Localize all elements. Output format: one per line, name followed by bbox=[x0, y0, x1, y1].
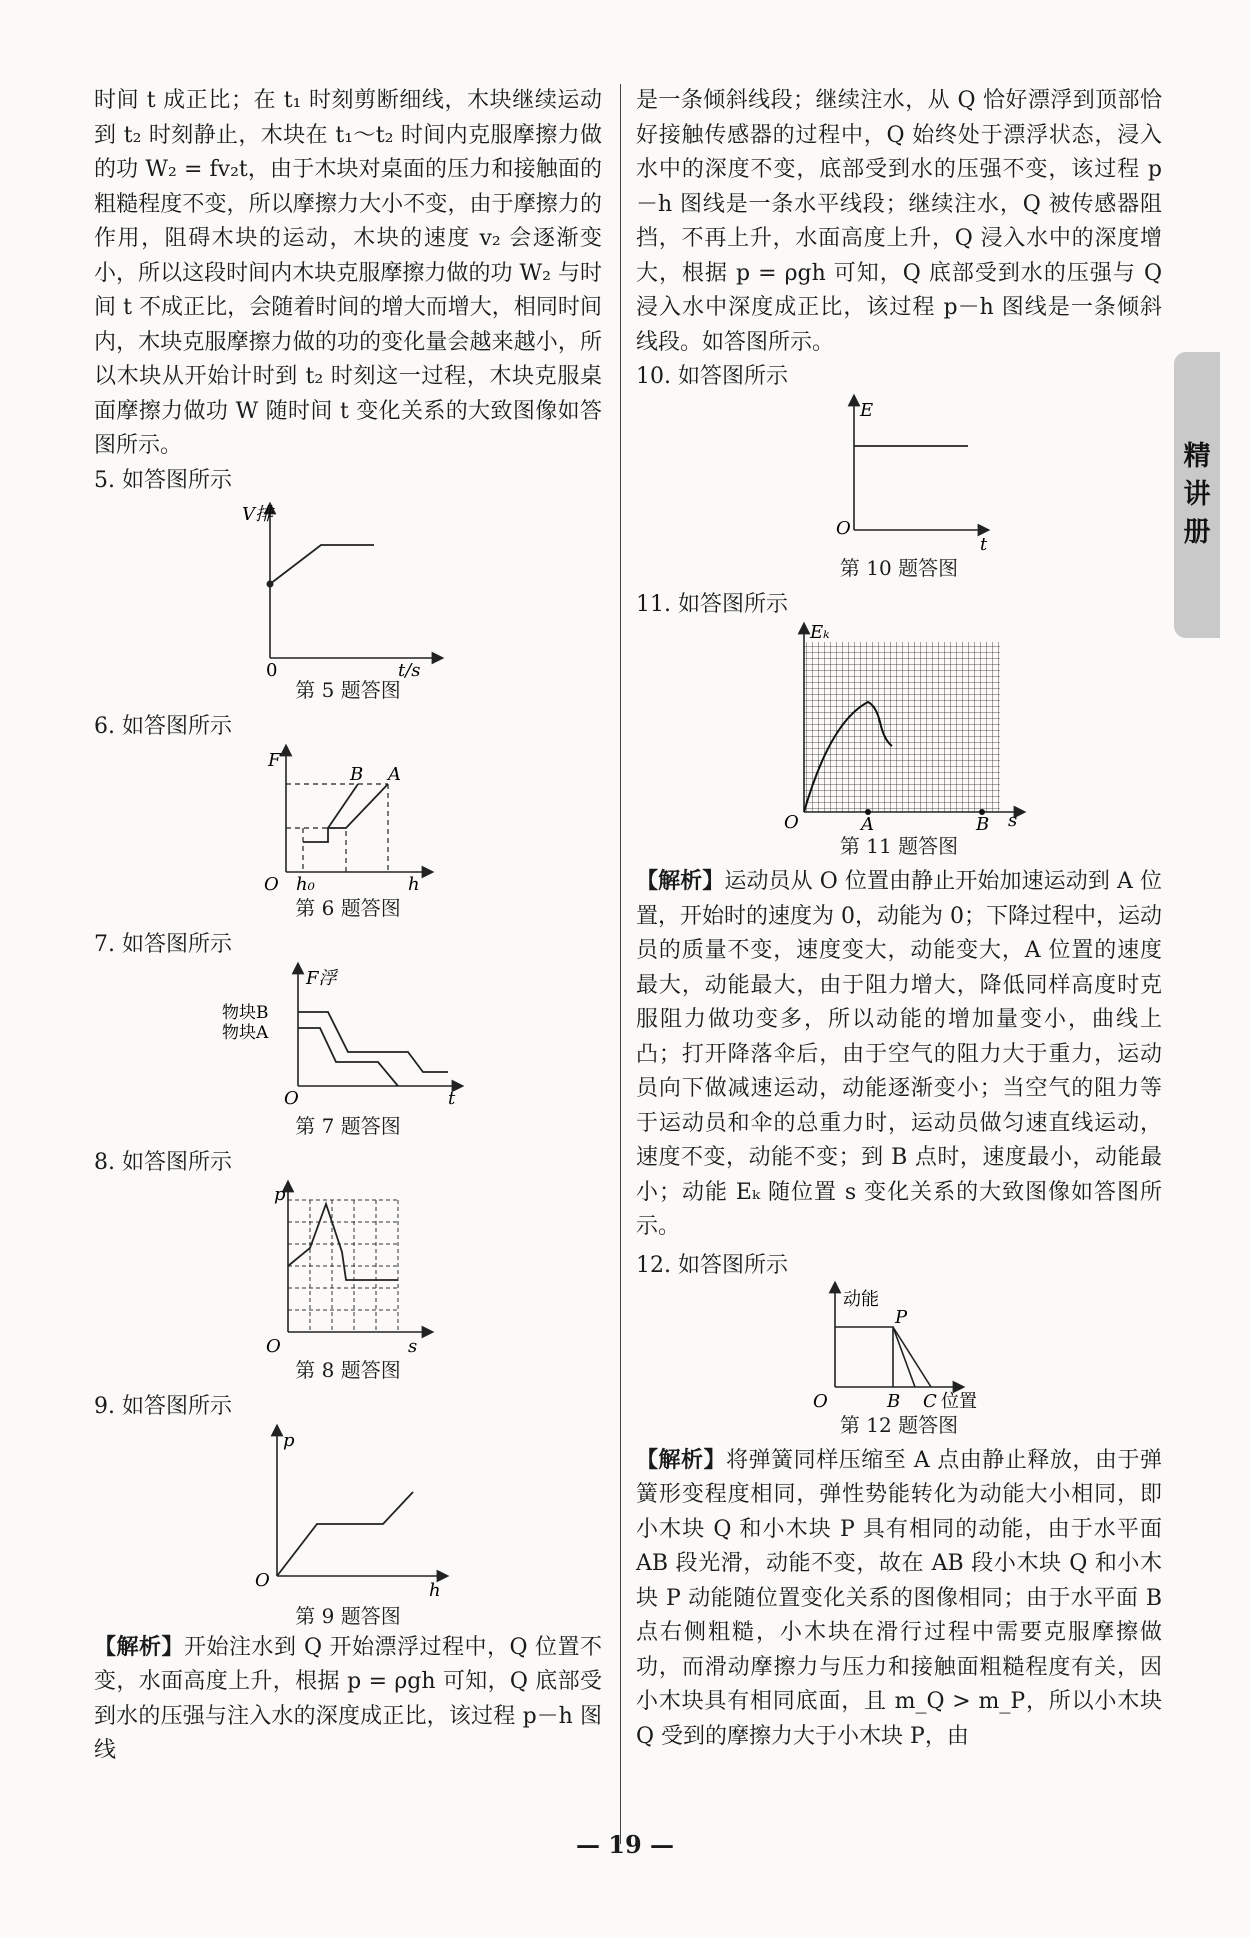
q6-x-label: h bbox=[408, 873, 420, 895]
q5-y-label: V排 bbox=[242, 503, 273, 525]
q8-caption: 第 8 题答图 bbox=[295, 1357, 401, 1382]
page-number: — 19 — bbox=[575, 1830, 675, 1859]
side-tab-char-3: 册 bbox=[1183, 517, 1211, 548]
q8-curve bbox=[288, 1204, 398, 1280]
q12-point-p: P bbox=[895, 1306, 908, 1328]
q5-graph bbox=[242, 498, 448, 681]
q9-continuation: 是一条倾斜线段；继续注水，从 Q 恰好漂浮到顶部恰好接触传感器的过程中，Q 始终处于漂浮状态，浸入水中的深度不变，底部受到水的压强不变，该过程 p－h 图线是一条水平线段；继续注水，Q 被传感器阻挡，不再上升，水面高度上升，Q 浸入水中的深度增大，根据 p = ρgh 可知，Q 底部受到水的压强与 Q 浸入水中深度成正比，该过程 p－h 图线是一条倾斜线段。如答图所示。 bbox=[636, 88, 1162, 355]
q5-start-dot bbox=[267, 580, 274, 587]
q11-analysis bbox=[636, 864, 1162, 1245]
q8-y-label: p bbox=[274, 1183, 286, 1205]
q6-point-a: A bbox=[388, 763, 401, 785]
q8-graph bbox=[258, 1180, 438, 1356]
q9-y-label: p bbox=[283, 1429, 295, 1451]
q5-caption: 第 5 题答图 bbox=[295, 677, 401, 702]
q12-point-c: C bbox=[923, 1390, 937, 1412]
q7-curve-a bbox=[298, 1028, 398, 1086]
q10-label: 10. 如答图所示 bbox=[636, 364, 788, 389]
column-divider bbox=[620, 84, 621, 1844]
q12-x-label: 位置 bbox=[941, 1390, 977, 1412]
q9-caption: 第 9 题答图 bbox=[295, 1603, 401, 1628]
q12-block bbox=[835, 1327, 893, 1387]
q7-label: 7. 如答图所示 bbox=[94, 931, 232, 957]
right-column bbox=[636, 84, 1162, 1754]
q11-graph bbox=[764, 622, 1034, 835]
q6-graph bbox=[258, 744, 438, 894]
q11-caption: 第 11 题答图 bbox=[839, 834, 959, 858]
q9-curve bbox=[277, 1492, 413, 1576]
q6-origin: O bbox=[264, 873, 279, 895]
q9-analysis bbox=[94, 1630, 602, 1769]
q9-origin: O bbox=[255, 1569, 270, 1591]
q6-y-label: F bbox=[268, 749, 281, 771]
q12-label: 12. 如答图所示 bbox=[636, 1252, 788, 1278]
q6-h0: h₀ bbox=[296, 873, 315, 895]
q11-y-label: Eₖ bbox=[810, 622, 830, 643]
q8-grid bbox=[288, 1200, 398, 1332]
q12-analysis-text: 将弹簧同样压缩至 A 点由静止释放，由于弹簧形变程度相同，弹性势能转化为动能大小相同，即小木块 Q 和小木块 P 具有相同的动能，由于水平面 AB 段光滑，动能不变，故在 AB 段小木块 Q 和小木块 P 动能随位置变化关系的图像相同；由于水平面 B 点右侧粗糙，小木块在滑行过程中需要克服摩擦做功，而滑动摩擦力与压力和接触面粗糙程度有关，因小木块具有相同底面，且 m_Q > m_P，所以小木块 Q 受到的摩擦力大于小木块 P，由 bbox=[636, 1447, 1162, 1749]
q8-origin: O bbox=[266, 1335, 281, 1357]
q12-point-b: B bbox=[887, 1390, 901, 1412]
intro-paragraph: 时间 t 成正比；在 t₁ 时刻剪断细线，木块继续运动到 t₂ 时刻静止，木块在 t₁～t₂ 时间内克服摩擦力做的功 W₂ = fv₂t，由于木块对桌面的压力和接触面的粗糙程度不变，所以摩擦力大小不变，由于摩擦力的作用，阻碍木块的运动，木块的速度 v₂ 会逐渐变小，所以这段时间内木块克服摩擦力做的功 W₂ 与时间 t 不成正比，会随着时间的增大而增大，相同时间内，木块克服摩擦力做的功的变化量会越来越小，所以木块从开始计时到 t₂ 时刻这一过程，木块克服桌面摩擦力做功 W 随时间 t 变化关系的大致图像如答图所示。 bbox=[94, 88, 602, 458]
q6-dash-mid bbox=[286, 828, 346, 872]
q10-caption: 第 10 题答图 bbox=[839, 556, 959, 580]
left-column bbox=[94, 84, 602, 1769]
q10-origin: O bbox=[836, 518, 851, 539]
q12-graph bbox=[789, 1283, 1009, 1411]
q9-label: 9. 如答图所示 bbox=[94, 1393, 232, 1419]
q11-analysis-text: 运动员从 O 位置由静止开始加速运动到 A 位置，开始时的速度为 0，动能为 0；下降过程中，运动员的质量不变，速度变大，动能变大，A 位置的速度最大，动能最大，由于阻力增大，降低同样高度时克服阻力做功变多，所以动能的增加量变小，曲线上凸；打开降落伞后，由于空气的阻力大于重力，运动员向下做减速运动，动能逐渐变小；当空气的阻力等于运动员和伞的总重力时，运动员做匀速直线运动，速度不变，动能不变；到 B 点时，速度最小，动能最小；动能 Eₖ 随位置 s 变化关系的大致图像如答图所示。 bbox=[636, 869, 1162, 1239]
side-tab bbox=[1174, 352, 1220, 638]
q12-origin: O bbox=[813, 1390, 828, 1412]
q11-label: 11. 如答图所示 bbox=[636, 592, 788, 617]
q9-x-label: h bbox=[429, 1579, 441, 1601]
q11-origin: O bbox=[784, 812, 799, 833]
q8-x-label: s bbox=[408, 1335, 418, 1357]
side-tab-char-2: 讲 bbox=[1183, 479, 1211, 510]
q11-point-b: B bbox=[976, 814, 990, 835]
q10-graph bbox=[804, 394, 994, 554]
q12-analysis bbox=[636, 1443, 1162, 1755]
q6-label: 6. 如答图所示 bbox=[94, 713, 232, 739]
q11-analysis-tag: 【解析】 bbox=[636, 868, 725, 894]
q7-curve-b bbox=[298, 1012, 448, 1072]
q6-caption: 第 6 题答图 bbox=[295, 895, 401, 920]
q7-tick-b: 物块B bbox=[222, 1002, 269, 1023]
q7-y-label: F浮 bbox=[306, 967, 337, 989]
q11-grid bbox=[804, 642, 1000, 812]
q6-point-b: B bbox=[350, 763, 364, 785]
q11-point-a: A bbox=[861, 814, 874, 835]
q12-caption: 第 12 题答图 bbox=[839, 1412, 959, 1437]
q5-label: 5. 如答图所示 bbox=[94, 467, 232, 493]
q5-origin: 0 bbox=[266, 659, 278, 681]
q9-graph bbox=[233, 1424, 463, 1602]
q7-caption: 第 7 题答图 bbox=[295, 1113, 401, 1138]
q7-tick-a: 物块A bbox=[222, 1022, 269, 1043]
q12-y-label: 动能 bbox=[843, 1288, 879, 1310]
q10-x-label: t bbox=[980, 534, 988, 555]
q5-x-label: t/s bbox=[398, 659, 421, 681]
q7-graph bbox=[218, 962, 478, 1112]
q9-analysis-text: 开始注水到 Q 开始漂浮过程中，Q 位置不变，水面高度上升，根据 p = ρgh 可知，Q 底部受到水的压强与注入水的深度成正比，该过程 p－h 图线 bbox=[94, 1634, 602, 1763]
q9-analysis-tag: 【解析】 bbox=[94, 1633, 184, 1660]
side-tab-char-1: 精 bbox=[1183, 441, 1211, 472]
q10-y-label: E bbox=[860, 400, 874, 421]
q12-analysis-tag: 【解析】 bbox=[636, 1446, 727, 1473]
q5-curve bbox=[270, 545, 374, 584]
q11-x-label: s bbox=[1008, 810, 1018, 831]
q7-origin: O bbox=[284, 1087, 299, 1109]
q7-x-label: t bbox=[448, 1087, 456, 1109]
q8-label: 8. 如答图所示 bbox=[94, 1149, 232, 1175]
